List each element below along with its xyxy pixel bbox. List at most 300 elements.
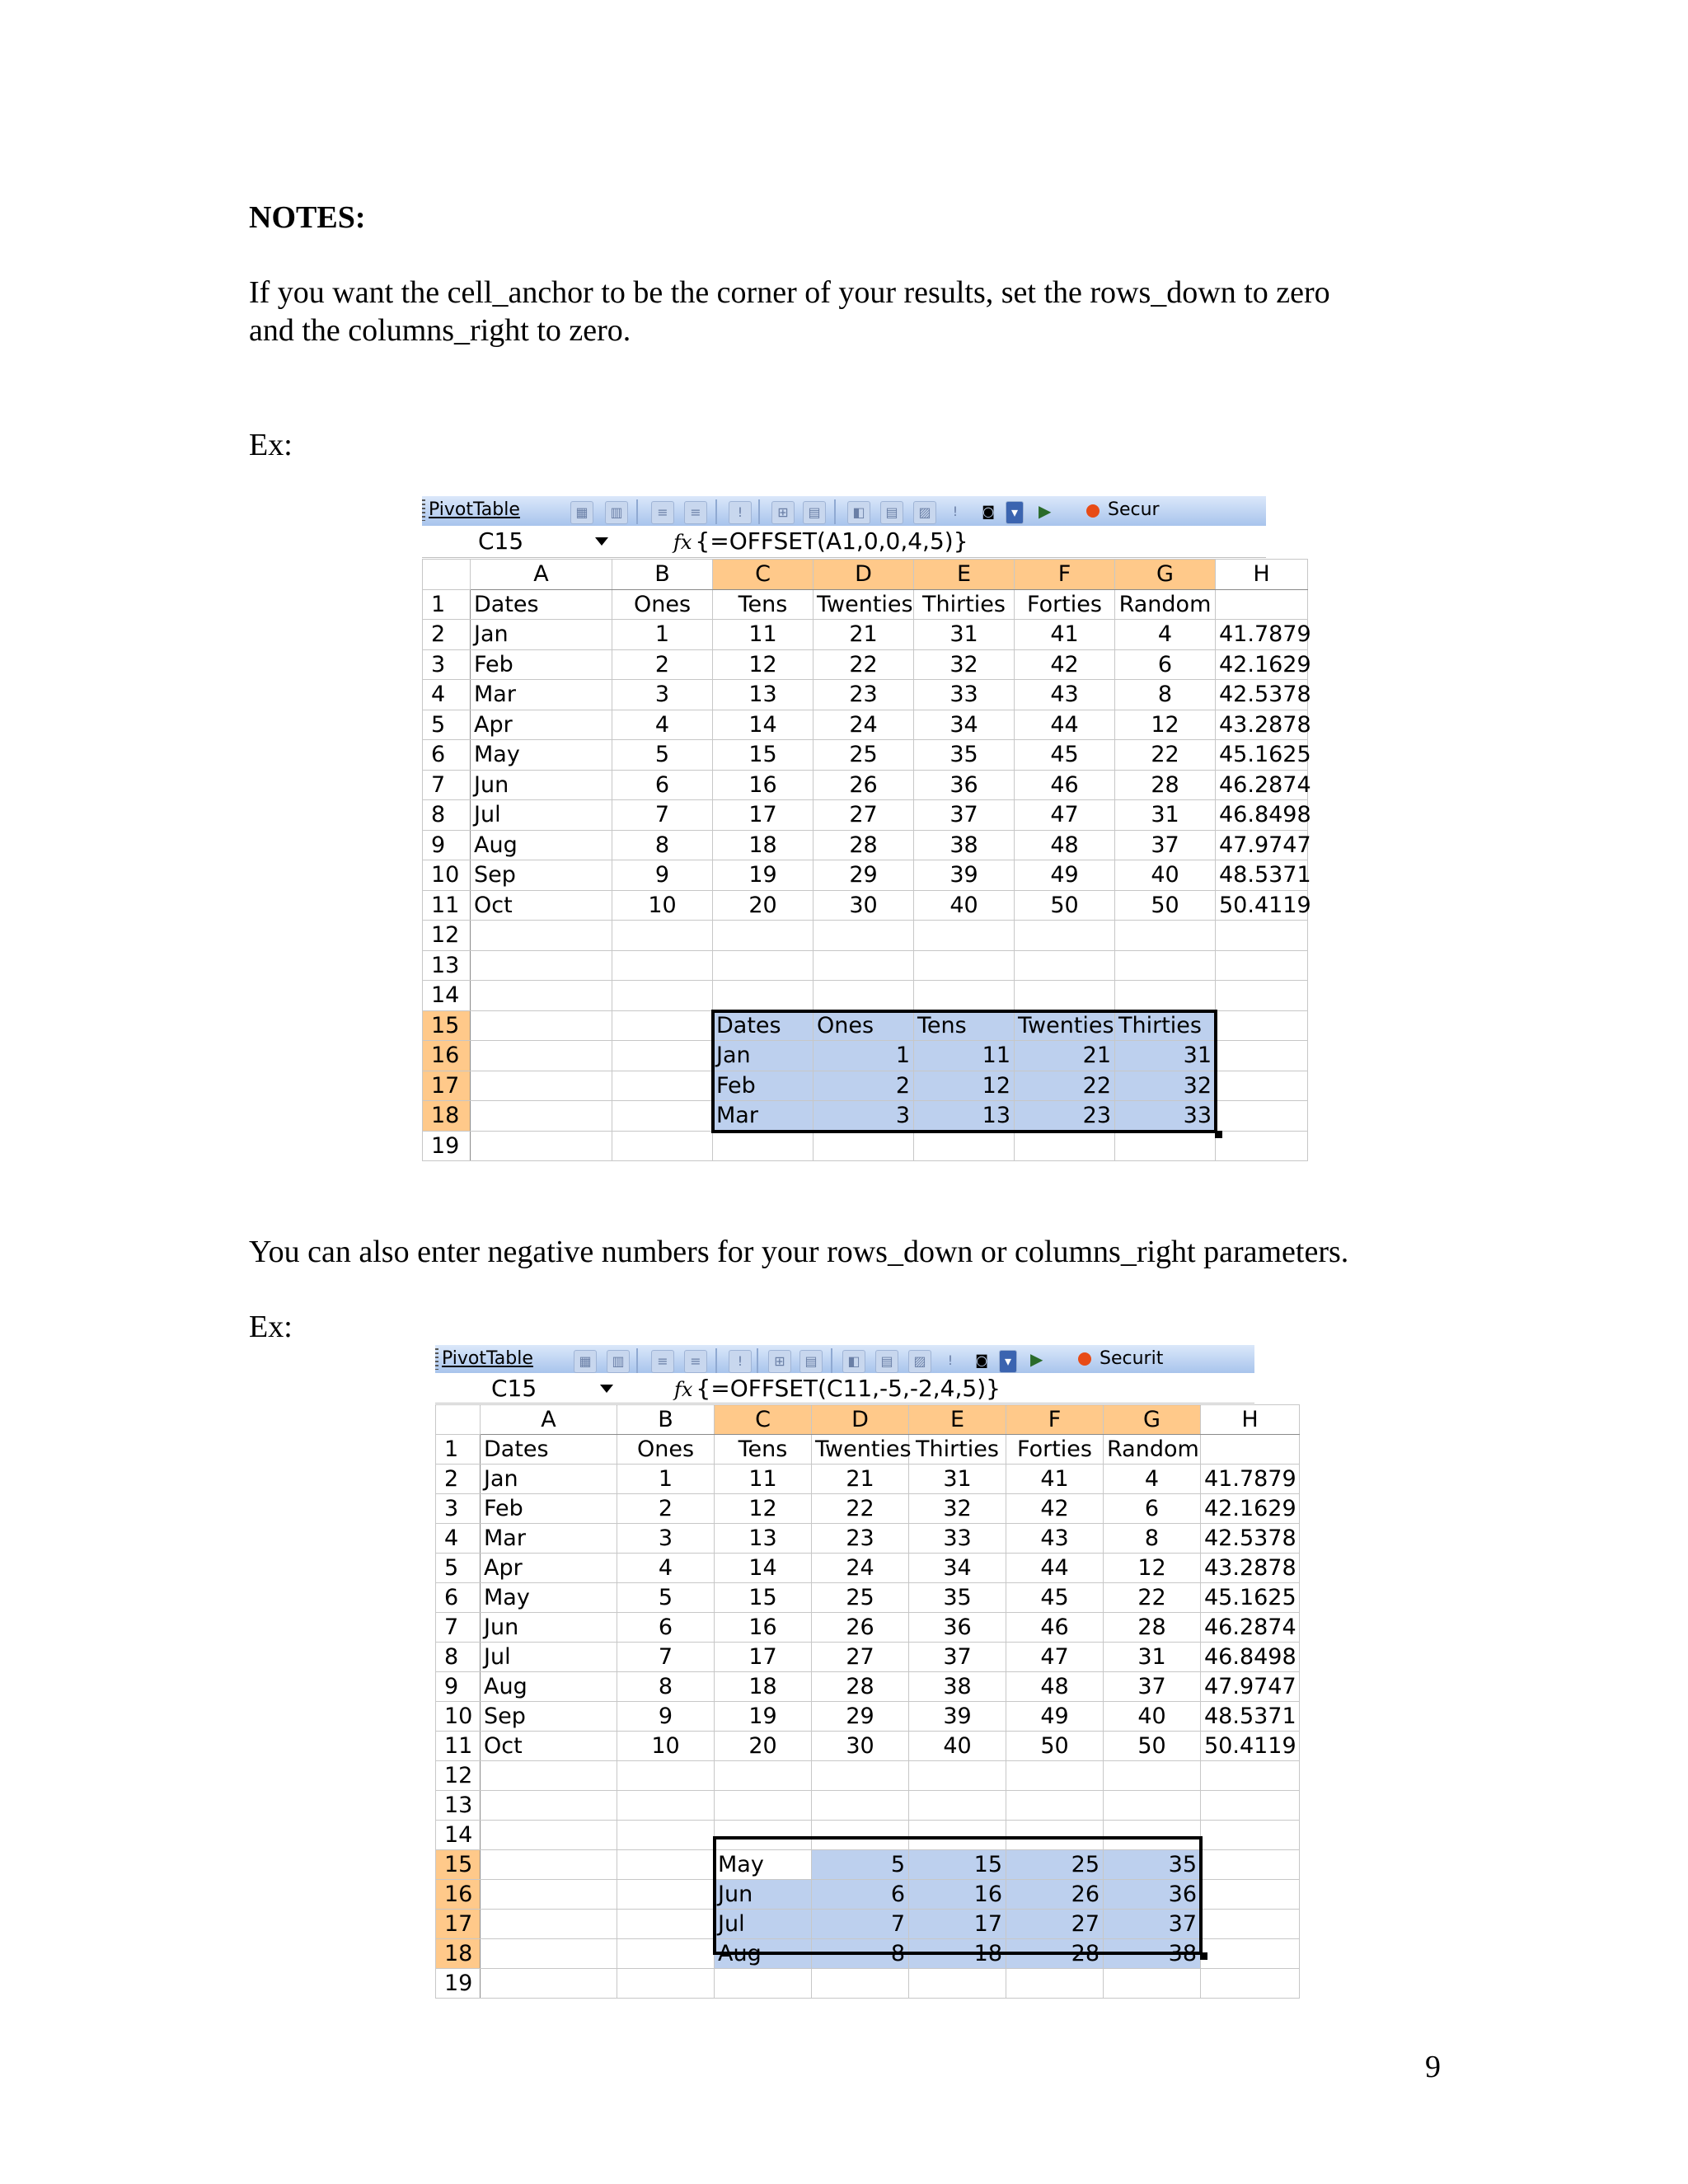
security-button[interactable]: Securit bbox=[1100, 1348, 1164, 1369]
cell[interactable]: 10 bbox=[612, 890, 713, 921]
cell[interactable]: 41.7879 bbox=[1201, 1465, 1300, 1494]
cell[interactable]: 40 bbox=[914, 890, 1015, 921]
cell[interactable] bbox=[814, 981, 914, 1011]
cell[interactable]: 5 bbox=[612, 740, 713, 771]
cell[interactable]: Apr bbox=[471, 710, 612, 740]
cell[interactable]: 43 bbox=[1015, 680, 1115, 710]
column-header-b[interactable]: B bbox=[617, 1405, 715, 1435]
cell[interactable]: 46.8498 bbox=[1201, 1643, 1300, 1672]
cell[interactable]: Aug bbox=[471, 830, 612, 860]
cell[interactable]: 32 bbox=[909, 1494, 1006, 1524]
cell[interactable] bbox=[713, 1131, 814, 1161]
cell[interactable] bbox=[814, 1131, 914, 1161]
cell[interactable] bbox=[1216, 1041, 1308, 1071]
cell[interactable]: Jan bbox=[481, 1465, 617, 1494]
result-cell[interactable]: 15 bbox=[909, 1850, 1006, 1880]
result-cell[interactable]: 8 bbox=[812, 1939, 909, 1969]
cell[interactable]: 16 bbox=[713, 770, 814, 800]
show-detail-icon[interactable]: ≡ bbox=[684, 501, 707, 524]
row-header[interactable]: 6 bbox=[436, 1583, 481, 1613]
cell[interactable] bbox=[812, 1821, 909, 1850]
cell[interactable]: 19 bbox=[715, 1702, 812, 1732]
result-cell[interactable]: Feb bbox=[713, 1071, 814, 1101]
cell[interactable]: 13 bbox=[713, 680, 814, 710]
cell[interactable] bbox=[1015, 1131, 1115, 1161]
field-list-icon[interactable]: ◧ bbox=[842, 1350, 865, 1373]
result-cell[interactable]: 23 bbox=[1015, 1101, 1115, 1132]
cell[interactable]: 1 bbox=[617, 1465, 715, 1494]
chart-wizard-icon[interactable]: ▨ bbox=[908, 1350, 931, 1373]
name-box-dropdown-icon[interactable] bbox=[595, 537, 608, 546]
column-header-c[interactable]: C bbox=[715, 1405, 812, 1435]
cell[interactable]: 12 bbox=[715, 1494, 812, 1524]
cell[interactable] bbox=[715, 1821, 812, 1850]
cell[interactable] bbox=[617, 1850, 715, 1880]
column-header-a[interactable]: A bbox=[481, 1405, 617, 1435]
cell[interactable]: 45.1625 bbox=[1216, 740, 1308, 771]
result-cell[interactable]: Mar bbox=[713, 1101, 814, 1132]
cell[interactable] bbox=[812, 1969, 909, 1999]
cell[interactable]: Twenties bbox=[812, 1435, 909, 1465]
column-header-f[interactable]: F bbox=[1015, 560, 1115, 590]
camera-icon[interactable]: ◙ bbox=[982, 504, 995, 519]
cell[interactable] bbox=[1216, 1010, 1308, 1041]
name-box[interactable]: C15 bbox=[478, 527, 524, 555]
result-cell[interactable]: 36 bbox=[1104, 1880, 1201, 1910]
row-header[interactable]: 9 bbox=[423, 830, 471, 860]
row-header[interactable]: 3 bbox=[423, 649, 471, 680]
row-header[interactable]: 5 bbox=[423, 710, 471, 740]
cell[interactable] bbox=[1216, 981, 1308, 1011]
cell[interactable]: 15 bbox=[713, 740, 814, 771]
cell[interactable] bbox=[713, 981, 814, 1011]
cell[interactable] bbox=[715, 1969, 812, 1999]
cell[interactable]: 26 bbox=[814, 770, 914, 800]
row-header[interactable]: 12 bbox=[436, 1761, 481, 1791]
cell[interactable] bbox=[471, 1041, 612, 1071]
cell[interactable] bbox=[1216, 921, 1308, 951]
cell[interactable] bbox=[617, 1910, 715, 1939]
cell[interactable]: 26 bbox=[812, 1613, 909, 1643]
show-detail-icon[interactable]: ≡ bbox=[684, 1350, 707, 1373]
cell[interactable] bbox=[1006, 1821, 1104, 1850]
cell[interactable]: Mar bbox=[481, 1524, 617, 1554]
cell[interactable] bbox=[914, 950, 1015, 981]
cell[interactable]: 36 bbox=[914, 770, 1015, 800]
cell[interactable] bbox=[1115, 950, 1216, 981]
column-header-h[interactable]: H bbox=[1201, 1405, 1300, 1435]
result-cell[interactable]: Dates bbox=[713, 1010, 814, 1041]
cell[interactable]: 3 bbox=[617, 1524, 715, 1554]
cell[interactable]: 42 bbox=[1006, 1494, 1104, 1524]
cell[interactable] bbox=[617, 1939, 715, 1969]
play-icon[interactable]: ▶ bbox=[1030, 1349, 1043, 1369]
cell[interactable]: 20 bbox=[713, 890, 814, 921]
cell[interactable] bbox=[481, 1850, 617, 1880]
select-all-corner[interactable] bbox=[436, 1405, 481, 1435]
cell[interactable]: 43.2878 bbox=[1201, 1554, 1300, 1583]
pivot-chart-icon[interactable]: ▥ bbox=[605, 501, 628, 524]
cell[interactable]: 48 bbox=[1006, 1672, 1104, 1702]
formula-input[interactable] bbox=[674, 1375, 1001, 1402]
cell[interactable]: 50 bbox=[1015, 890, 1115, 921]
row-header[interactable]: 2 bbox=[436, 1465, 481, 1494]
cell[interactable] bbox=[471, 1131, 612, 1161]
cell[interactable]: Apr bbox=[481, 1554, 617, 1583]
cell[interactable]: 37 bbox=[914, 800, 1015, 831]
cell[interactable] bbox=[481, 1969, 617, 1999]
cell[interactable] bbox=[1104, 1791, 1201, 1821]
row-header[interactable]: 7 bbox=[423, 770, 471, 800]
row-header[interactable]: 12 bbox=[423, 921, 471, 951]
result-cell[interactable]: 17 bbox=[909, 1910, 1006, 1939]
cell[interactable]: 28 bbox=[1115, 770, 1216, 800]
hide-detail-icon[interactable]: ≡ bbox=[651, 1350, 674, 1373]
cell[interactable] bbox=[814, 921, 914, 951]
result-cell[interactable]: 16 bbox=[909, 1880, 1006, 1910]
column-header-h[interactable]: H bbox=[1216, 560, 1308, 590]
result-cell[interactable]: Twenties bbox=[1015, 1010, 1115, 1041]
result-cell[interactable]: 38 bbox=[1104, 1939, 1201, 1969]
cell[interactable]: 33 bbox=[909, 1524, 1006, 1554]
cell[interactable]: Thirties bbox=[914, 589, 1015, 620]
cell[interactable] bbox=[1201, 1850, 1300, 1880]
cell[interactable]: 34 bbox=[909, 1554, 1006, 1583]
cell[interactable]: 12 bbox=[713, 649, 814, 680]
cell[interactable]: 37 bbox=[1115, 830, 1216, 860]
cell[interactable] bbox=[715, 1791, 812, 1821]
field-settings-icon[interactable]: ⊞ bbox=[768, 1350, 791, 1373]
result-cell[interactable]: 3 bbox=[814, 1101, 914, 1132]
cell[interactable] bbox=[814, 950, 914, 981]
cell[interactable]: 50.4119 bbox=[1201, 1732, 1300, 1761]
cell[interactable] bbox=[1216, 589, 1308, 620]
cell[interactable]: 47 bbox=[1006, 1643, 1104, 1672]
cell[interactable] bbox=[471, 1010, 612, 1041]
cell[interactable]: 9 bbox=[617, 1702, 715, 1732]
result-cell[interactable]: 22 bbox=[1015, 1071, 1115, 1101]
cell[interactable] bbox=[617, 1791, 715, 1821]
cell[interactable] bbox=[481, 1821, 617, 1850]
row-header[interactable]: 18 bbox=[436, 1939, 481, 1969]
row-header[interactable]: 9 bbox=[436, 1672, 481, 1702]
cell[interactable]: 24 bbox=[812, 1554, 909, 1583]
cell[interactable]: 46.2874 bbox=[1201, 1613, 1300, 1643]
cell[interactable]: 8 bbox=[1115, 680, 1216, 710]
fill-handle[interactable] bbox=[1215, 1131, 1222, 1138]
cell[interactable]: 41 bbox=[1015, 620, 1115, 650]
cell[interactable]: 13 bbox=[715, 1524, 812, 1554]
row-header[interactable]: 7 bbox=[436, 1613, 481, 1643]
result-cell[interactable]: 26 bbox=[1006, 1880, 1104, 1910]
result-cell[interactable]: Jun bbox=[715, 1880, 812, 1910]
cell[interactable]: 50 bbox=[1104, 1732, 1201, 1761]
cell[interactable]: Dates bbox=[471, 589, 612, 620]
result-cell[interactable]: 35 bbox=[1104, 1850, 1201, 1880]
cell[interactable]: 31 bbox=[1104, 1643, 1201, 1672]
cell[interactable]: 11 bbox=[713, 620, 814, 650]
cell[interactable]: 31 bbox=[914, 620, 1015, 650]
row-header[interactable]: 11 bbox=[436, 1732, 481, 1761]
cell[interactable] bbox=[612, 1131, 713, 1161]
cell[interactable]: Jul bbox=[481, 1643, 617, 1672]
cell[interactable]: 4 bbox=[612, 710, 713, 740]
cell[interactable]: 7 bbox=[617, 1643, 715, 1672]
cell[interactable] bbox=[471, 981, 612, 1011]
cell[interactable]: 45 bbox=[1006, 1583, 1104, 1613]
format-report-icon[interactable]: ▤ bbox=[880, 501, 903, 524]
cell[interactable]: Forties bbox=[1006, 1435, 1104, 1465]
cell[interactable]: 21 bbox=[814, 620, 914, 650]
cell[interactable] bbox=[1216, 1071, 1308, 1101]
play-icon[interactable]: ▶ bbox=[1039, 501, 1052, 521]
cell[interactable]: 34 bbox=[914, 710, 1015, 740]
cell[interactable]: 3 bbox=[612, 680, 713, 710]
cell[interactable]: 2 bbox=[617, 1494, 715, 1524]
cell[interactable] bbox=[909, 1791, 1006, 1821]
cell[interactable]: 46.8498 bbox=[1216, 800, 1308, 831]
pivot-chart-icon[interactable]: ▥ bbox=[607, 1350, 630, 1373]
cell[interactable]: 46 bbox=[1015, 770, 1115, 800]
cell[interactable]: Jul bbox=[471, 800, 612, 831]
cell[interactable]: 28 bbox=[814, 830, 914, 860]
result-cell[interactable]: 1 bbox=[814, 1041, 914, 1071]
column-header-e[interactable]: E bbox=[914, 560, 1015, 590]
cell[interactable]: 14 bbox=[715, 1554, 812, 1583]
row-header[interactable]: 16 bbox=[423, 1041, 471, 1071]
result-cell[interactable]: Tens bbox=[914, 1010, 1015, 1041]
toolbar-options-icon[interactable]: ▾ bbox=[1006, 501, 1024, 524]
result-cell[interactable]: 2 bbox=[814, 1071, 914, 1101]
cell[interactable]: Feb bbox=[481, 1494, 617, 1524]
row-header[interactable]: 19 bbox=[436, 1969, 481, 1999]
cell[interactable]: May bbox=[471, 740, 612, 771]
cell[interactable]: 47 bbox=[1015, 800, 1115, 831]
cell[interactable]: Ones bbox=[612, 589, 713, 620]
cell[interactable] bbox=[1201, 1821, 1300, 1850]
cell[interactable] bbox=[612, 1071, 713, 1101]
cell[interactable]: 28 bbox=[812, 1672, 909, 1702]
cell[interactable]: 39 bbox=[909, 1702, 1006, 1732]
cell[interactable]: 22 bbox=[1104, 1583, 1201, 1613]
result-cell[interactable]: 7 bbox=[812, 1910, 909, 1939]
cell[interactable]: Random bbox=[1115, 589, 1216, 620]
result-cell[interactable]: 11 bbox=[914, 1041, 1015, 1071]
cell[interactable]: 17 bbox=[715, 1643, 812, 1672]
cell[interactable] bbox=[471, 1071, 612, 1101]
cell[interactable]: 22 bbox=[1115, 740, 1216, 771]
cell[interactable]: 50 bbox=[1115, 890, 1216, 921]
info-icon[interactable]: ! bbox=[947, 1352, 954, 1368]
cell[interactable] bbox=[617, 1969, 715, 1999]
cell[interactable]: 21 bbox=[812, 1465, 909, 1494]
select-all-corner[interactable] bbox=[423, 560, 471, 590]
cell[interactable]: 32 bbox=[914, 649, 1015, 680]
format-report-icon[interactable]: ▤ bbox=[875, 1350, 898, 1373]
cell[interactable]: 6 bbox=[1115, 649, 1216, 680]
cell[interactable] bbox=[812, 1791, 909, 1821]
refresh-icon[interactable]: ! bbox=[729, 1350, 752, 1373]
cell[interactable]: Sep bbox=[471, 860, 612, 891]
cell[interactable]: 47.9747 bbox=[1216, 830, 1308, 860]
result-cell[interactable]: 5 bbox=[812, 1850, 909, 1880]
cell[interactable]: 46.2874 bbox=[1216, 770, 1308, 800]
row-header[interactable]: 10 bbox=[436, 1702, 481, 1732]
column-header-a[interactable]: A bbox=[471, 560, 612, 590]
cell[interactable]: 23 bbox=[814, 680, 914, 710]
cell[interactable]: 5 bbox=[617, 1583, 715, 1613]
security-button[interactable]: Secur bbox=[1108, 499, 1160, 520]
cell[interactable]: Twenties bbox=[814, 589, 914, 620]
cell[interactable]: Random bbox=[1104, 1435, 1201, 1465]
chart-wizard-icon[interactable]: ▨ bbox=[913, 501, 936, 524]
cell[interactable]: Tens bbox=[715, 1435, 812, 1465]
cell[interactable] bbox=[1006, 1969, 1104, 1999]
column-header-d[interactable]: D bbox=[812, 1405, 909, 1435]
row-header[interactable]: 8 bbox=[436, 1643, 481, 1672]
cell[interactable]: 48.5371 bbox=[1201, 1702, 1300, 1732]
cell[interactable]: 42.1629 bbox=[1216, 649, 1308, 680]
cell[interactable]: 27 bbox=[812, 1643, 909, 1672]
row-header[interactable]: 13 bbox=[436, 1791, 481, 1821]
cell[interactable]: Ones bbox=[617, 1435, 715, 1465]
cell[interactable] bbox=[471, 921, 612, 951]
result-cell[interactable]: 32 bbox=[1115, 1071, 1216, 1101]
cell[interactable]: Aug bbox=[481, 1672, 617, 1702]
cell[interactable]: 8 bbox=[1104, 1524, 1201, 1554]
row-header[interactable]: 13 bbox=[423, 950, 471, 981]
refresh-icon[interactable]: ! bbox=[729, 501, 752, 524]
cell[interactable] bbox=[481, 1880, 617, 1910]
row-header[interactable]: 6 bbox=[423, 740, 471, 771]
cell[interactable]: 4 bbox=[617, 1554, 715, 1583]
cell[interactable]: 47.9747 bbox=[1201, 1672, 1300, 1702]
cell[interactable] bbox=[612, 1101, 713, 1132]
result-cell[interactable]: 13 bbox=[914, 1101, 1015, 1132]
cell[interactable]: 18 bbox=[713, 830, 814, 860]
result-cell[interactable]: Aug bbox=[715, 1939, 812, 1969]
cell[interactable]: 18 bbox=[715, 1672, 812, 1702]
result-cell[interactable]: 25 bbox=[1006, 1850, 1104, 1880]
cell[interactable]: 30 bbox=[812, 1732, 909, 1761]
cell[interactable]: 16 bbox=[715, 1613, 812, 1643]
column-header-g[interactable]: G bbox=[1104, 1405, 1201, 1435]
cell[interactable]: 24 bbox=[814, 710, 914, 740]
cell[interactable]: 14 bbox=[713, 710, 814, 740]
cell[interactable] bbox=[1201, 1910, 1300, 1939]
cell[interactable] bbox=[612, 921, 713, 951]
cell[interactable]: 45.1625 bbox=[1201, 1583, 1300, 1613]
table-options-icon[interactable]: ▤ bbox=[799, 1350, 823, 1373]
formula-input[interactable] bbox=[673, 527, 968, 555]
cell[interactable] bbox=[914, 1131, 1015, 1161]
cell[interactable] bbox=[1216, 950, 1308, 981]
cell[interactable]: 15 bbox=[715, 1583, 812, 1613]
cell[interactable]: 42 bbox=[1015, 649, 1115, 680]
cell[interactable]: 43.2878 bbox=[1216, 710, 1308, 740]
cell[interactable]: 38 bbox=[909, 1672, 1006, 1702]
row-header[interactable]: 15 bbox=[423, 1010, 471, 1041]
cell[interactable]: 35 bbox=[914, 740, 1015, 771]
cell[interactable]: 25 bbox=[814, 740, 914, 771]
cell[interactable]: 44 bbox=[1015, 710, 1115, 740]
cell[interactable]: 42.5378 bbox=[1201, 1524, 1300, 1554]
row-header[interactable]: 10 bbox=[423, 860, 471, 891]
cell[interactable]: 44 bbox=[1006, 1554, 1104, 1583]
row-header[interactable]: 8 bbox=[423, 800, 471, 831]
cell[interactable]: 22 bbox=[812, 1494, 909, 1524]
cell[interactable] bbox=[909, 1821, 1006, 1850]
cell[interactable] bbox=[612, 950, 713, 981]
result-cell[interactable]: 18 bbox=[909, 1939, 1006, 1969]
cell[interactable] bbox=[1006, 1791, 1104, 1821]
cell[interactable]: May bbox=[481, 1583, 617, 1613]
row-header[interactable]: 5 bbox=[436, 1554, 481, 1583]
row-header[interactable]: 19 bbox=[423, 1131, 471, 1161]
result-cell[interactable]: 37 bbox=[1104, 1910, 1201, 1939]
cell[interactable]: 45 bbox=[1015, 740, 1115, 771]
cell[interactable] bbox=[909, 1761, 1006, 1791]
cell[interactable]: 28 bbox=[1104, 1613, 1201, 1643]
field-list-icon[interactable]: ◧ bbox=[847, 501, 870, 524]
cell[interactable]: 6 bbox=[1104, 1494, 1201, 1524]
row-header[interactable]: 17 bbox=[436, 1910, 481, 1939]
column-header-f[interactable]: F bbox=[1006, 1405, 1104, 1435]
cell[interactable]: 31 bbox=[1115, 800, 1216, 831]
row-header[interactable]: 11 bbox=[423, 890, 471, 921]
row-header[interactable]: 17 bbox=[423, 1071, 471, 1101]
column-header-g[interactable]: G bbox=[1115, 560, 1216, 590]
cell[interactable]: 41.7879 bbox=[1216, 620, 1308, 650]
result-cell[interactable]: 27 bbox=[1006, 1910, 1104, 1939]
result-cell[interactable]: Jan bbox=[713, 1041, 814, 1071]
cell[interactable]: 42.1629 bbox=[1201, 1494, 1300, 1524]
cell[interactable] bbox=[481, 1791, 617, 1821]
row-header[interactable]: 1 bbox=[436, 1435, 481, 1465]
cell[interactable]: Tens bbox=[713, 589, 814, 620]
cell[interactable]: 31 bbox=[909, 1465, 1006, 1494]
cell[interactable]: 7 bbox=[612, 800, 713, 831]
cell[interactable] bbox=[1104, 1821, 1201, 1850]
result-cell[interactable]: 31 bbox=[1115, 1041, 1216, 1071]
cell[interactable]: 36 bbox=[909, 1613, 1006, 1643]
cell[interactable]: 4 bbox=[1104, 1465, 1201, 1494]
cell[interactable]: 11 bbox=[715, 1465, 812, 1494]
cell[interactable]: 40 bbox=[1115, 860, 1216, 891]
toolbar-options-icon[interactable]: ▾ bbox=[999, 1350, 1017, 1373]
cell[interactable]: 20 bbox=[715, 1732, 812, 1761]
cell[interactable] bbox=[612, 1010, 713, 1041]
cell[interactable] bbox=[1015, 981, 1115, 1011]
cell[interactable]: Dates bbox=[481, 1435, 617, 1465]
cell[interactable]: 9 bbox=[612, 860, 713, 891]
row-header[interactable]: 14 bbox=[436, 1821, 481, 1850]
cell[interactable] bbox=[481, 1939, 617, 1969]
cell[interactable]: 10 bbox=[617, 1732, 715, 1761]
cell[interactable]: 38 bbox=[914, 830, 1015, 860]
cell[interactable] bbox=[1115, 981, 1216, 1011]
camera-icon[interactable]: ◙ bbox=[975, 1352, 988, 1368]
cell[interactable]: 50 bbox=[1006, 1732, 1104, 1761]
column-header-b[interactable]: B bbox=[612, 560, 713, 590]
cell[interactable] bbox=[914, 981, 1015, 1011]
cell[interactable]: 12 bbox=[1104, 1554, 1201, 1583]
pivottable-menu[interactable]: PivotTable bbox=[442, 1348, 533, 1369]
row-header[interactable]: 18 bbox=[423, 1101, 471, 1132]
cell[interactable] bbox=[481, 1761, 617, 1791]
row-header[interactable]: 15 bbox=[436, 1850, 481, 1880]
cell[interactable] bbox=[1201, 1939, 1300, 1969]
